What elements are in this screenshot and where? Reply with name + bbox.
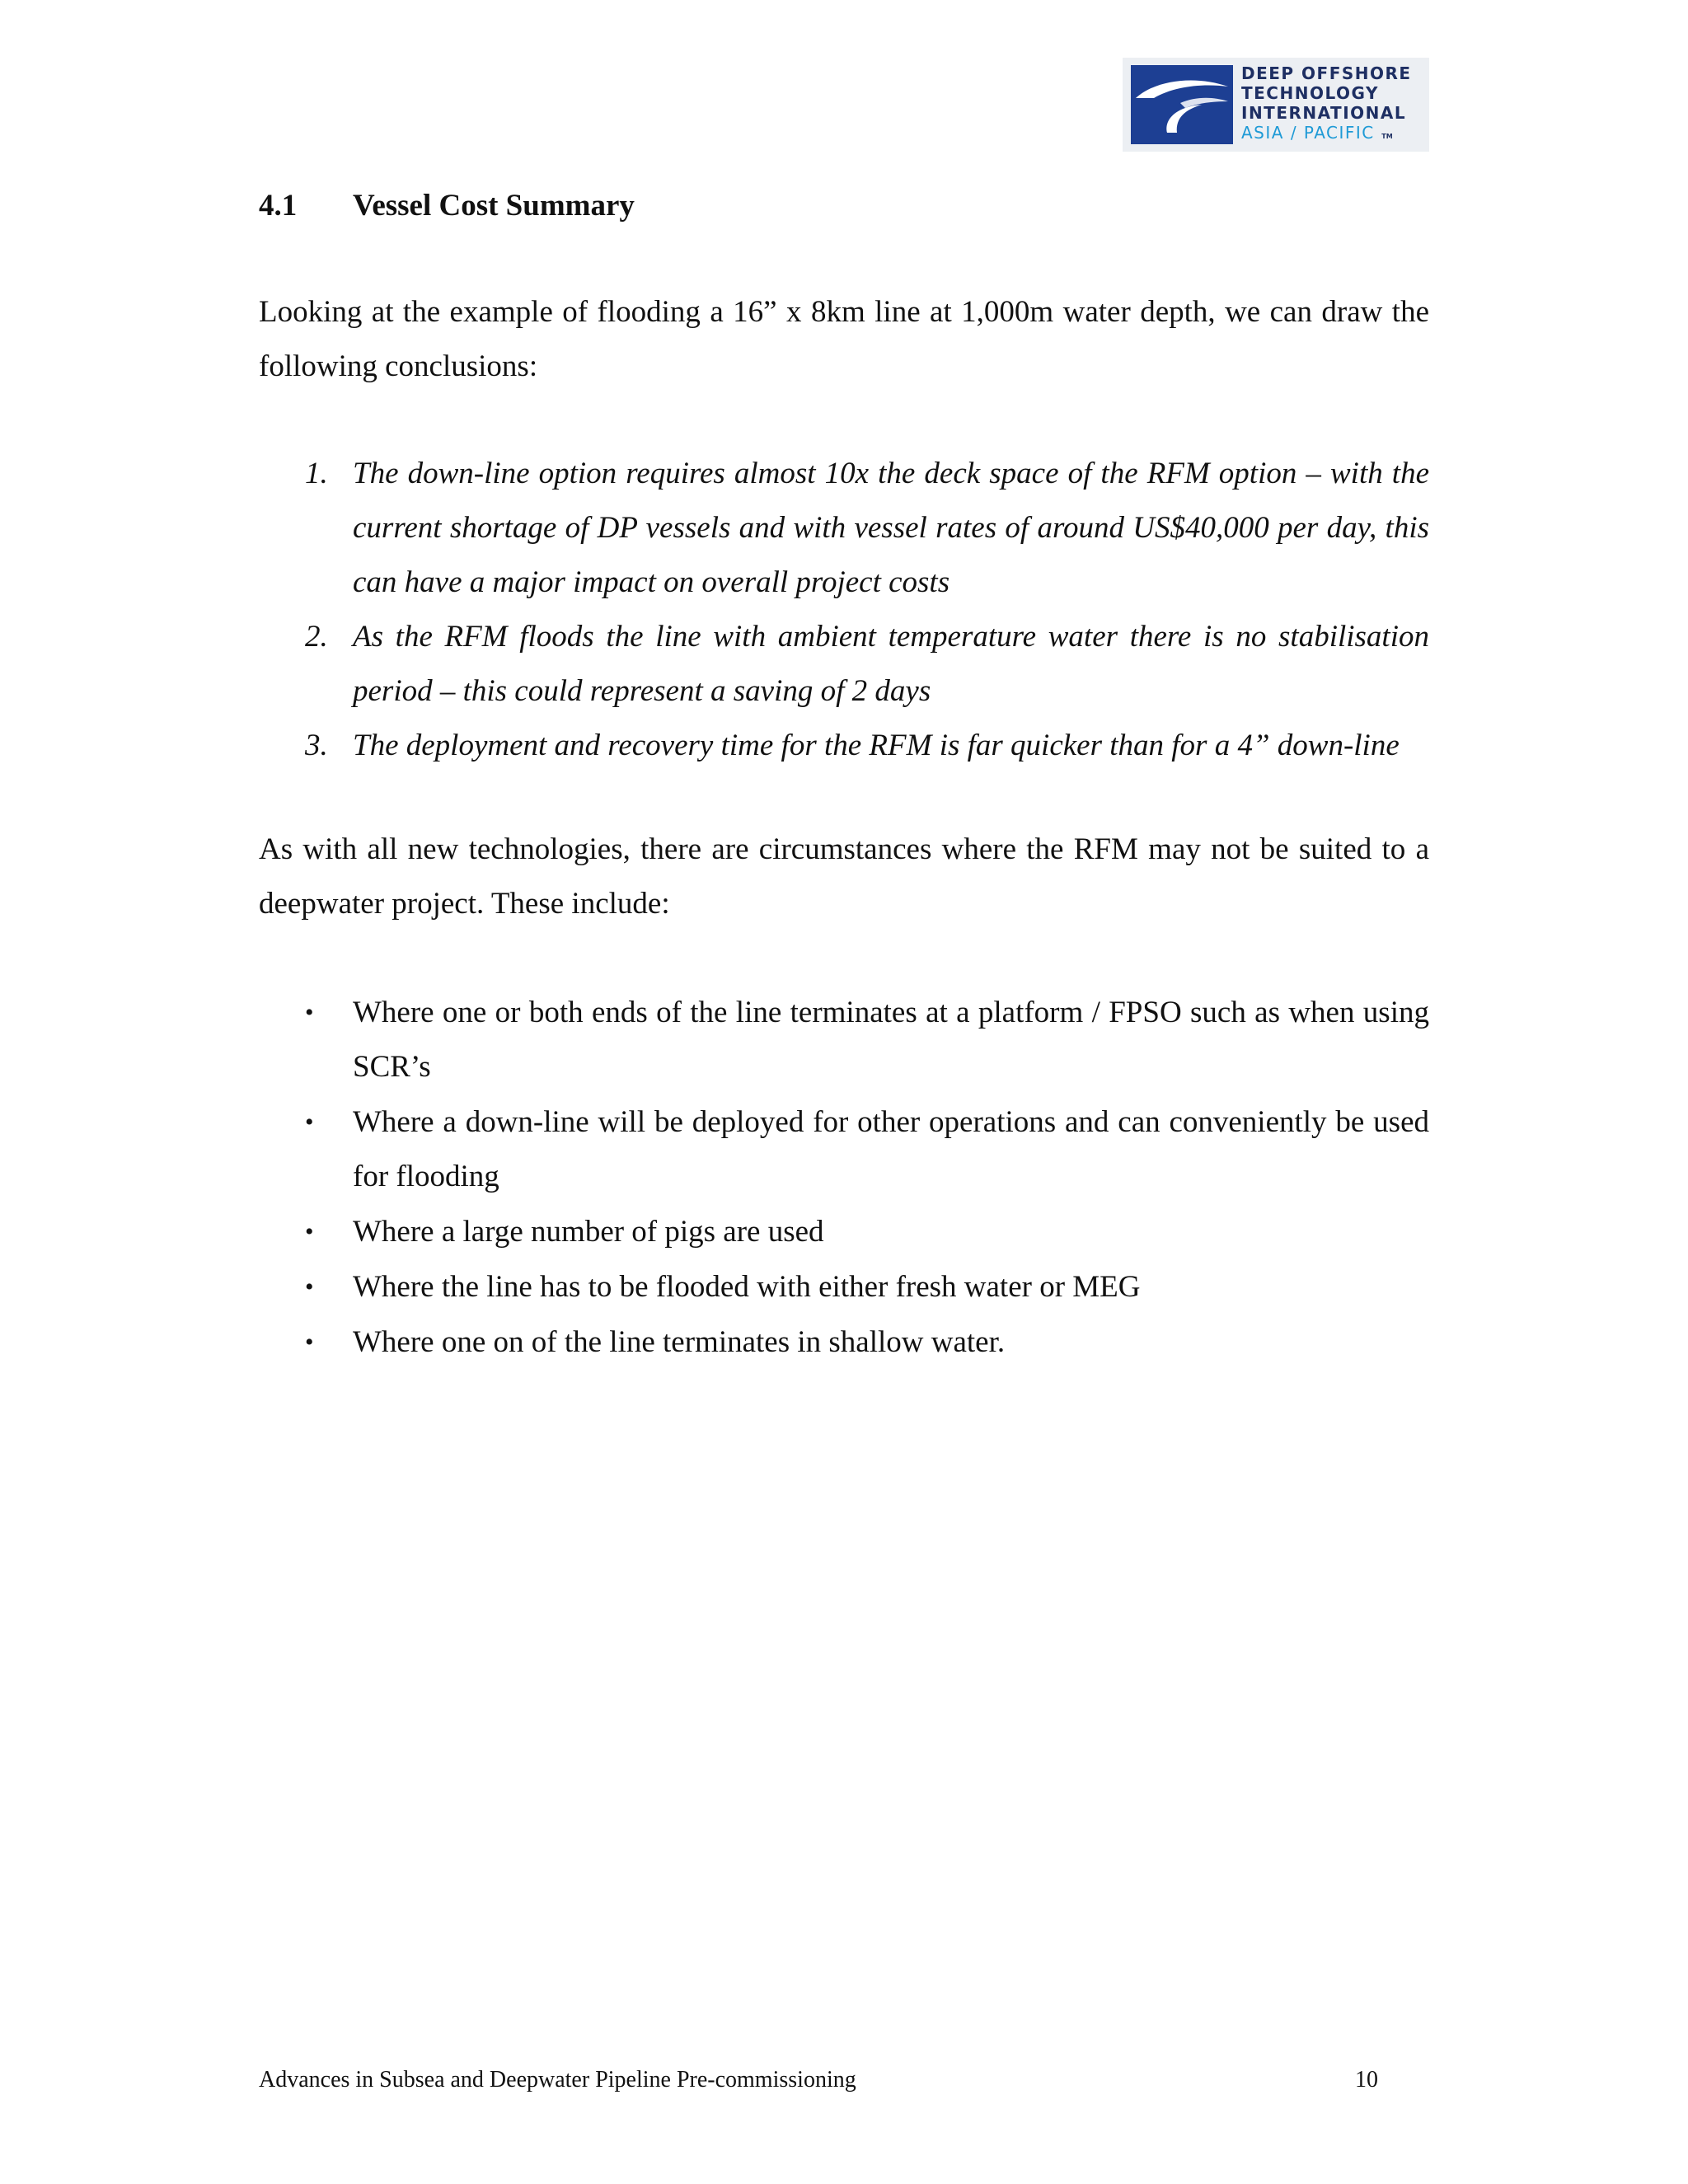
list-item [259, 986, 1429, 1094]
list-item-text: Where one or both ends of the line terminates at a platform / FPSO such as when using SCR’s [353, 996, 1429, 1084]
list-item [259, 1095, 1429, 1204]
section-title: Vessel Cost Summary [353, 189, 635, 223]
circumstances-paragraph: As with all new technologies, there are circumstances where the RFM may not be suited to a deepwater project. These include: [259, 832, 1429, 921]
list-item-text: The down-line option requires almost 10x the deck space of the RFM option – with the current shortage of DP vessels and with vessel rates of around US$40,000 per day, this can have a major impact on overall project costs [353, 457, 1429, 599]
conclusions-list [259, 447, 1429, 773]
logo-line-2: TECHNOLOGY [1241, 82, 1379, 103]
logo-emblem-icon [1131, 65, 1233, 144]
list-item-number: 3. [305, 729, 328, 762]
list-item-number: 2. [305, 620, 328, 654]
bullet-icon: • [305, 1108, 314, 1136]
list-item-text: The deployment and recovery time for the RFM is far quicker than for a 4” down-line [353, 729, 1400, 762]
company-logo [1123, 58, 1429, 152]
intro-paragraph: Looking at the example of flooding a 16” x 8km line at 1,000m water depth, we can draw the following conclusions: [259, 295, 1429, 383]
list-item-text: Where a down-line will be deployed for other operations and can conveniently be used for flooding [353, 1105, 1429, 1193]
list-item-text: Where the line has to be flooded with either fresh water or MEG [353, 1270, 1141, 1304]
page-number: 10 [1355, 2067, 1378, 2093]
list-item-text: Where a large number of pigs are used [353, 1215, 824, 1249]
list-item-text: Where one on of the line terminates in shallow water. [353, 1325, 1006, 1359]
list-item [259, 1315, 1429, 1370]
logo-line-3: INTERNATIONAL [1241, 102, 1407, 123]
logo-wordmark [1241, 63, 1412, 147]
list-item [259, 1260, 1429, 1315]
list-item [259, 719, 1429, 773]
list-item [259, 1205, 1429, 1259]
logo-trademark: TM [1381, 132, 1393, 140]
list-item-number: 1. [305, 457, 328, 490]
section-number: 4.1 [259, 189, 298, 223]
bullet-icon: • [305, 1273, 314, 1301]
list-item-text: As the RFM floods the line with ambient temperature water there is no stabilisation period – this could represent a saving of 2 days [353, 620, 1429, 708]
section-heading [259, 186, 635, 226]
bullet-icon: • [305, 1218, 314, 1245]
logo-line-1: DEEP OFFSHORE [1241, 63, 1412, 83]
bullet-icon: • [305, 1329, 314, 1356]
footer-title: Advances in Subsea and Deepwater Pipeline Pre-commissioning [259, 2067, 856, 2093]
list-item [259, 610, 1429, 719]
circumstances-list [259, 986, 1429, 1370]
list-item [259, 447, 1429, 610]
bullet-icon: • [305, 999, 314, 1026]
logo-line-4: ASIA / PACIFIC [1241, 122, 1375, 143]
